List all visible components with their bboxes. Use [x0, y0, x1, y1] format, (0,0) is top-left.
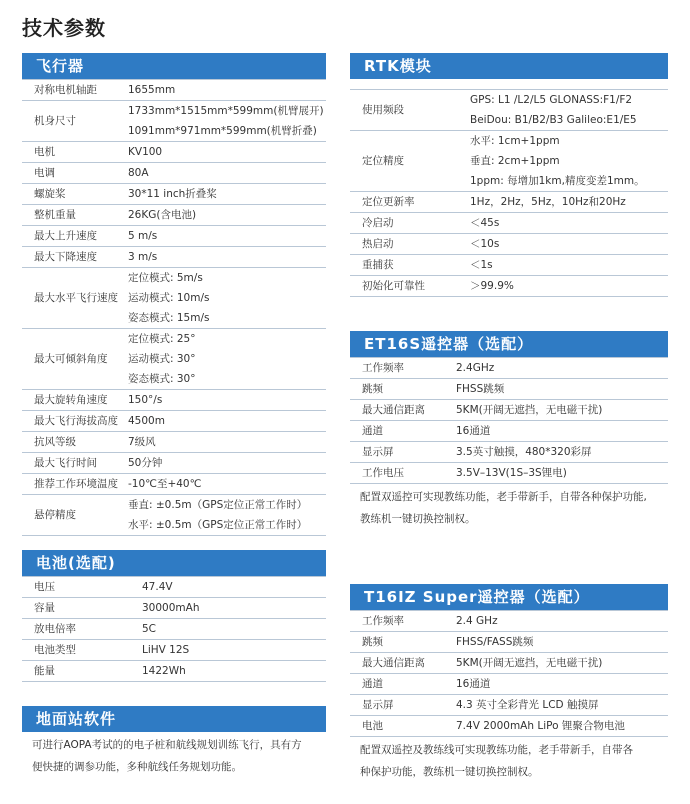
spec-value — [448, 653, 668, 674]
spec-value-line: 1733mm*1515mm*599mm(机臂展开) — [128, 105, 324, 117]
spec-row — [22, 205, 326, 226]
spec-label: 螺旋桨 — [22, 184, 120, 205]
spec-label: 冷启动 — [350, 213, 462, 234]
spec-value — [120, 80, 326, 101]
spec-value — [448, 463, 668, 484]
spec-value — [120, 142, 326, 163]
spec-value — [120, 226, 326, 247]
spec-value — [462, 131, 668, 192]
spec-label: 显示屏 — [350, 442, 448, 463]
spec-label: 能量 — [22, 661, 134, 682]
description-line: 便快捷的调参功能，多种航线任务规划功能。 — [32, 761, 242, 773]
spec-value — [448, 442, 668, 463]
spec-value — [134, 619, 326, 640]
spec-value-line: 5KM(开阔无遮挡，无电磁干扰) — [456, 404, 603, 416]
spec-row — [22, 247, 326, 268]
spec-label: 工作频率 — [350, 611, 448, 632]
spec-value — [120, 411, 326, 432]
spec-value — [120, 453, 326, 474]
spec-label: 抗风等级 — [22, 432, 120, 453]
spec-value-line: 姿态模式: 30° — [128, 373, 196, 385]
spec-row — [22, 619, 326, 640]
spec-label: 机身尺寸 — [22, 101, 120, 142]
spec-value — [120, 247, 326, 268]
spec-value — [120, 268, 326, 329]
spec-value-line: 50分钟 — [128, 457, 163, 469]
description-line: 可进行AOPA考试的的电子桩和航线规划训练飞行，具有方 — [32, 739, 302, 751]
spec-label: 最大可倾斜角度 — [22, 329, 120, 390]
spec-value-line: 垂直: 2cm+1ppm — [470, 155, 560, 167]
spec-row — [22, 640, 326, 661]
spec-row — [22, 577, 326, 598]
ground-software-description — [22, 732, 326, 778]
spec-value — [120, 474, 326, 495]
spec-value-line: 水平: 1cm+1ppm — [470, 135, 560, 147]
spec-value-line: LiHV 12S — [142, 644, 190, 656]
spec-value-line: 运动模式: 30° — [128, 353, 196, 365]
et16s-spec-table — [350, 357, 668, 484]
flight-section-title: 飞行器 — [22, 53, 326, 79]
spec-row — [22, 453, 326, 474]
et16s-note — [350, 484, 668, 530]
spec-row — [350, 213, 668, 234]
spec-value-line: 150°/s — [128, 394, 163, 406]
note-line: 配置双遥控及教练线可实现教练功能，老手带新手，自带各 — [360, 744, 633, 756]
page-title: 技术参数 — [22, 16, 106, 40]
spec-row — [350, 131, 668, 192]
spec-row — [350, 674, 668, 695]
t16iz-section-title: T16IZ Super遥控器（选配） — [350, 584, 668, 610]
spec-value-line: 水平: ±0.5m（GPS定位正常工作时） — [128, 519, 308, 531]
spec-value — [448, 400, 668, 421]
spec-row — [22, 390, 326, 411]
spec-row — [22, 411, 326, 432]
spec-value — [120, 329, 326, 390]
spec-value — [448, 632, 668, 653]
spec-value — [462, 90, 668, 131]
spec-value-line: 垂直: ±0.5m（GPS定位正常工作时） — [128, 499, 308, 511]
spec-value — [448, 379, 668, 400]
spec-value-line: 1ppm: 每增加1km,精度变差1mm。 — [470, 175, 645, 187]
spec-value — [120, 205, 326, 226]
ground-software-section — [22, 706, 326, 778]
ground-software-title: 地面站软件 — [22, 706, 326, 732]
spec-value — [448, 611, 668, 632]
spec-row — [350, 379, 668, 400]
battery-spec-table — [22, 576, 326, 682]
spec-value — [462, 234, 668, 255]
spec-label: 跳频 — [350, 379, 448, 400]
spec-row — [350, 463, 668, 484]
spec-value-line: 7.4V 2000mAh LiPo 锂聚合物电池 — [456, 720, 625, 732]
spec-value-line: 5C — [142, 623, 157, 635]
spec-value-line: 1422Wh — [142, 665, 186, 677]
spec-value-line: 16通道 — [456, 425, 491, 437]
spec-value-line: 3.5英寸触摸，480*320彩屏 — [456, 446, 592, 458]
spec-label: 初始化可靠性 — [350, 276, 462, 297]
spec-value-line: 5 m/s — [128, 230, 158, 242]
spec-row — [350, 255, 668, 276]
spec-row — [22, 163, 326, 184]
et16s-section-title: ET16S遥控器（选配） — [350, 331, 668, 357]
spec-value — [120, 432, 326, 453]
spec-label: 悬停精度 — [22, 495, 120, 536]
spec-value-line: 3.5V–13V(1S–3S锂电) — [456, 467, 567, 479]
spec-value-line: 80A — [128, 167, 149, 179]
spec-value-line: KV100 — [128, 146, 163, 158]
spec-row — [350, 442, 668, 463]
spec-label: 电池 — [350, 716, 448, 737]
spec-value — [120, 495, 326, 536]
spec-label: 最大通信距离 — [350, 400, 448, 421]
spec-value-line: 30000mAh — [142, 602, 200, 614]
spec-value — [462, 255, 668, 276]
spec-value-line: 16通道 — [456, 678, 491, 690]
spec-value-line: 5KM(开阔无遮挡，无电磁干扰) — [456, 657, 603, 669]
spec-value — [448, 695, 668, 716]
rtk-spec-table — [350, 89, 668, 297]
spec-value-line: 30*11 inch折叠桨 — [128, 188, 217, 200]
spec-value — [134, 577, 326, 598]
rtk-section — [350, 53, 668, 297]
spec-row — [350, 276, 668, 297]
spec-row — [350, 421, 668, 442]
spec-label: 放电倍率 — [22, 619, 134, 640]
spec-value-line: 26KG(含电池) — [128, 209, 197, 221]
spec-label: 电压 — [22, 577, 134, 598]
spec-row — [22, 142, 326, 163]
spec-value — [134, 661, 326, 682]
battery-section-title: 电池(选配) — [22, 550, 326, 576]
spec-value-line: FHSS跳频 — [456, 383, 505, 395]
spec-row — [350, 358, 668, 379]
spec-value-line: 3 m/s — [128, 251, 158, 263]
spec-label: 工作电压 — [350, 463, 448, 484]
spec-label: 对称电机轴距 — [22, 80, 120, 101]
spec-label: 使用频段 — [350, 90, 462, 131]
spec-row — [350, 192, 668, 213]
spec-label: 定位更新率 — [350, 192, 462, 213]
spec-label: 跳频 — [350, 632, 448, 653]
rtk-section-title: RTK模块 — [350, 53, 668, 79]
spec-row — [350, 234, 668, 255]
spec-label: 显示屏 — [350, 695, 448, 716]
spec-value — [448, 421, 668, 442]
spec-row — [22, 184, 326, 205]
spec-label: 重捕获 — [350, 255, 462, 276]
spec-row — [22, 101, 326, 142]
spec-row — [22, 474, 326, 495]
spec-label: 最大下降速度 — [22, 247, 120, 268]
spec-row — [350, 400, 668, 421]
spec-value — [462, 213, 668, 234]
spec-value — [134, 598, 326, 619]
spec-label: 容量 — [22, 598, 134, 619]
spec-label: 通道 — [350, 674, 448, 695]
spec-label: 工作频率 — [350, 358, 448, 379]
spec-value-line: 1091mm*971mm*599mm(机臂折叠) — [128, 125, 317, 137]
spec-value-line: ＜1s — [470, 259, 493, 271]
spec-label: 整机重量 — [22, 205, 120, 226]
spec-row — [350, 716, 668, 737]
spec-label: 通道 — [350, 421, 448, 442]
spec-label: 热启动 — [350, 234, 462, 255]
spec-row — [350, 632, 668, 653]
spec-row — [350, 695, 668, 716]
t16iz-section — [350, 584, 668, 783]
spec-value — [448, 674, 668, 695]
spec-row — [22, 495, 326, 536]
spec-label: 推荐工作环境温度 — [22, 474, 120, 495]
spec-value-line: 7级风 — [128, 436, 156, 448]
spec-row — [22, 329, 326, 390]
spec-value-line: BeiDou: B1/B2/B3 Galileo:E1/E5 — [470, 114, 637, 126]
note-line: 种保护功能，教练机一键切换控制权。 — [360, 766, 539, 778]
spec-label: 最大上升速度 — [22, 226, 120, 247]
spec-value — [448, 716, 668, 737]
spec-row — [350, 611, 668, 632]
spec-label: 定位精度 — [350, 131, 462, 192]
spec-value-line: 4500m — [128, 415, 165, 427]
t16iz-spec-table — [350, 610, 668, 737]
spec-label: 最大水平飞行速度 — [22, 268, 120, 329]
spec-row — [22, 80, 326, 101]
spec-label: 最大飞行时间 — [22, 453, 120, 474]
note-line: 教练机一键切换控制权。 — [360, 513, 476, 525]
spec-label: 电池类型 — [22, 640, 134, 661]
flight-section — [22, 53, 326, 536]
spec-label: 最大通信距离 — [350, 653, 448, 674]
spec-row — [22, 432, 326, 453]
spec-value — [134, 640, 326, 661]
spec-value — [120, 390, 326, 411]
spec-value — [120, 184, 326, 205]
spec-value-line: 4.3 英寸全彩背光 LCD 触摸屏 — [456, 699, 599, 711]
spec-value-line: FHSS/FASS跳频 — [456, 636, 534, 648]
spec-value-line: GPS: L1 /L2/L5 GLONASS:F1/F2 — [470, 94, 633, 106]
spec-value — [462, 192, 668, 213]
spec-value-line: ＞99.9% — [470, 280, 514, 292]
spec-row — [22, 661, 326, 682]
spec-value-line: 2.4 GHz — [456, 615, 498, 627]
battery-section — [22, 550, 326, 682]
et16s-section — [350, 331, 668, 530]
spec-value-line: 2.4GHz — [456, 362, 495, 374]
spec-value-line: 1Hz，2Hz，5Hz，10Hz和20Hz — [470, 196, 626, 208]
spec-value — [120, 101, 326, 142]
spec-label: 电机 — [22, 142, 120, 163]
spec-value-line: 定位模式: 5m/s — [128, 272, 203, 284]
spec-value-line: 姿态模式: 15m/s — [128, 312, 210, 324]
spec-row — [22, 226, 326, 247]
spec-value-line: 运动模式: 10m/s — [128, 292, 210, 304]
t16iz-note — [350, 737, 668, 783]
spec-label: 最大飞行海拔高度 — [22, 411, 120, 432]
spec-value — [448, 358, 668, 379]
spec-value-line: -10℃至+40℃ — [128, 478, 202, 490]
note-line: 配置双遥控可实现教练功能，老手带新手，自带各种保护功能, — [360, 491, 647, 503]
spec-value — [120, 163, 326, 184]
spec-value-line: ＜45s — [470, 217, 500, 229]
spec-row — [350, 653, 668, 674]
spec-value-line: 47.4V — [142, 581, 173, 593]
spec-label: 电调 — [22, 163, 120, 184]
spec-value-line: 定位模式: 25° — [128, 333, 196, 345]
spec-value-line: 1655mm — [128, 84, 176, 96]
spec-row — [22, 598, 326, 619]
spec-value — [462, 276, 668, 297]
spec-row — [22, 268, 326, 329]
spec-value-line: ＜10s — [470, 238, 500, 250]
spec-label: 最大旋转角速度 — [22, 390, 120, 411]
spec-row — [350, 90, 668, 131]
flight-spec-table — [22, 79, 326, 536]
